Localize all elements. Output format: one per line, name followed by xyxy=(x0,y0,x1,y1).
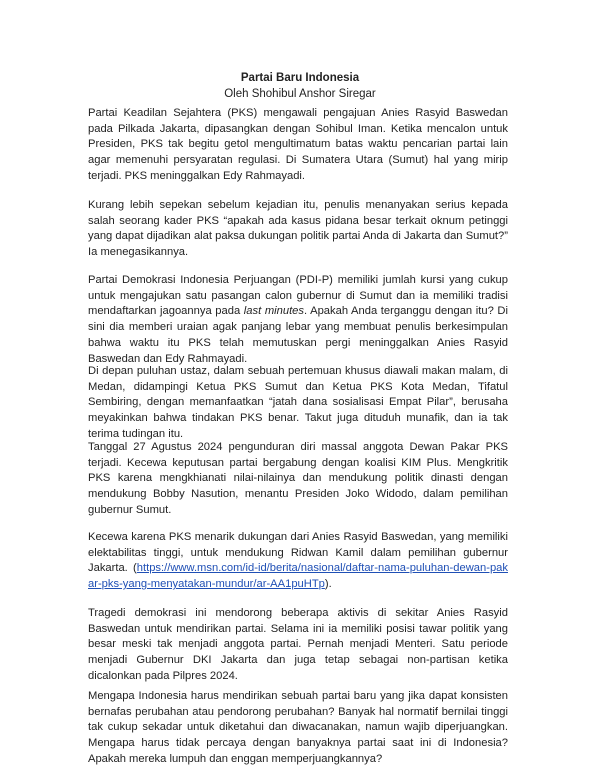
paragraph-8: Mengapa Indonesia harus mendirikan sebuah partai baru yang jika dapat konsisten bernafas perubahan atau pendorong perubahan? Banyak hal normatif bernilai tinggi tak cukup sekadar untuk diketahui dan diwacanakan, namun wajib diperjuangkan. Mengapa harus tidak percaya dengan banyaknya partai saat ini di Indonesia? Apakah mereka lumpuh dan enggan memperjuangkannya? xyxy=(88,690,508,765)
paragraph-6-closing: ). xyxy=(324,578,332,591)
source-link[interactable]: https://www.msn.com/id-id/berita/nasional/daftar-nama-puluhan-dewan-pakar-pks-yang-menyatakan-mundur/ar-AA1puHTp xyxy=(88,562,508,591)
article-author: Oleh Shohibul Anshor Siregar xyxy=(224,88,376,100)
paragraph-7: Tragedi demokrasi ini mendorong beberapa aktivis di sekitar Anies Rasyid Baswedan untuk mendirikan partai. Selama ini ia memiliki posisi tawar politik yang besar meski tak menjadi anggota partai. Pernah menjadi Menteri. Satu periode menjadi Gubernur DKI Jakarta dan juga tetap sebagai non-partisan ketika dicalonkan pada Pilpres 2024. xyxy=(88,607,508,682)
paragraph-3-text-end: . Apakah Anda terganggu dengan itu? Di sini dia memberi uraian agak panjang lebar yang membuat penulis berkesimpulan bahwa waktu itu PKS telah memutuskan pergi meninggalkan Anies Rasyid Baswedan dan Edy Rahmayadi. xyxy=(88,305,508,365)
paragraph-3 xyxy=(88,273,508,367)
paragraph-6 xyxy=(88,530,508,593)
paragraph-5: Tanggal 27 Agustus 2024 pengunduran diri massal anggota Dewan Pakar PKS terjadi. Kecewa keputusan partai bergabung dengan koalisi KIM Plus. Mengkritik PKS karena mengkhianati nilai-nilainya dan mendukung politik dinasti dengan mendukung Bobby Nasution, menantu Presiden Joko Widodo, dalam pemilihan gubernur Sumut. xyxy=(88,441,508,516)
paragraph-2: Kurang lebih sepekan sebelum kejadian itu, penulis menanyakan serius kepada salah seorang kader PKS “apakah ada kasus pidana besar terkait oknum petinggi yang dapat dijadikan alat paksa dukungan politik partai Anda di Jakarta dan Sumut?” Ia menegasikannya. xyxy=(88,199,508,259)
paragraph-4: Di depan puluhan ustaz, dalam sebuah pertemuan khusus diawali makan malam, di Medan, didampingi Ketua PKS Sumut dan Ketua PKS Kota Medan, Tifatul Sembiring, dengan memanfaatkan “jatah dana sosialisasi Empat Pilar”, berusaha meyakinkan bahwa tindakan PKS benar. Takut juga dituduh munafik, dan ia tak terima tudingan itu. xyxy=(88,365,508,440)
paragraph-1: Partai Keadilan Sejahtera (PKS) mengawali pengajuan Anies Rasyid Baswedan pada Pilkada Jakarta, dipasangkan dengan Sohibul Iman. Ketika mencalon untuk Presiden, PKS tak begitu getol mengultimatum batas waktu pencarian partai lain agar memenuhi persyaratan regulasi. Di Sumatera Utara (Sumut) hal yang mirip terjadi. PKS meninggalkan Edy Rahmayadi. xyxy=(88,107,508,182)
article-title: Partai Baru Indonesia xyxy=(240,72,360,84)
paragraph-3-italic-phrase: last minutes xyxy=(243,305,304,318)
paragraph-3-text-start: Partai Demokrasi Indonesia Perjuangan (PDI-P) memiliki jumlah kursi yang cukup untuk mengajukan satu pasangan calon gubernur di Sumut dan ia memiliki tradisi mendaftarkan jagoannya pada xyxy=(88,274,508,318)
paragraph-6-text: Kecewa karena PKS menarik dukungan dari Anies Rasyid Baswedan, yang memiliki elektabilitas tinggi, untuk mendukung Ridwan Kamil dalam pemilihan gubernur Jakarta. ( xyxy=(88,531,508,575)
